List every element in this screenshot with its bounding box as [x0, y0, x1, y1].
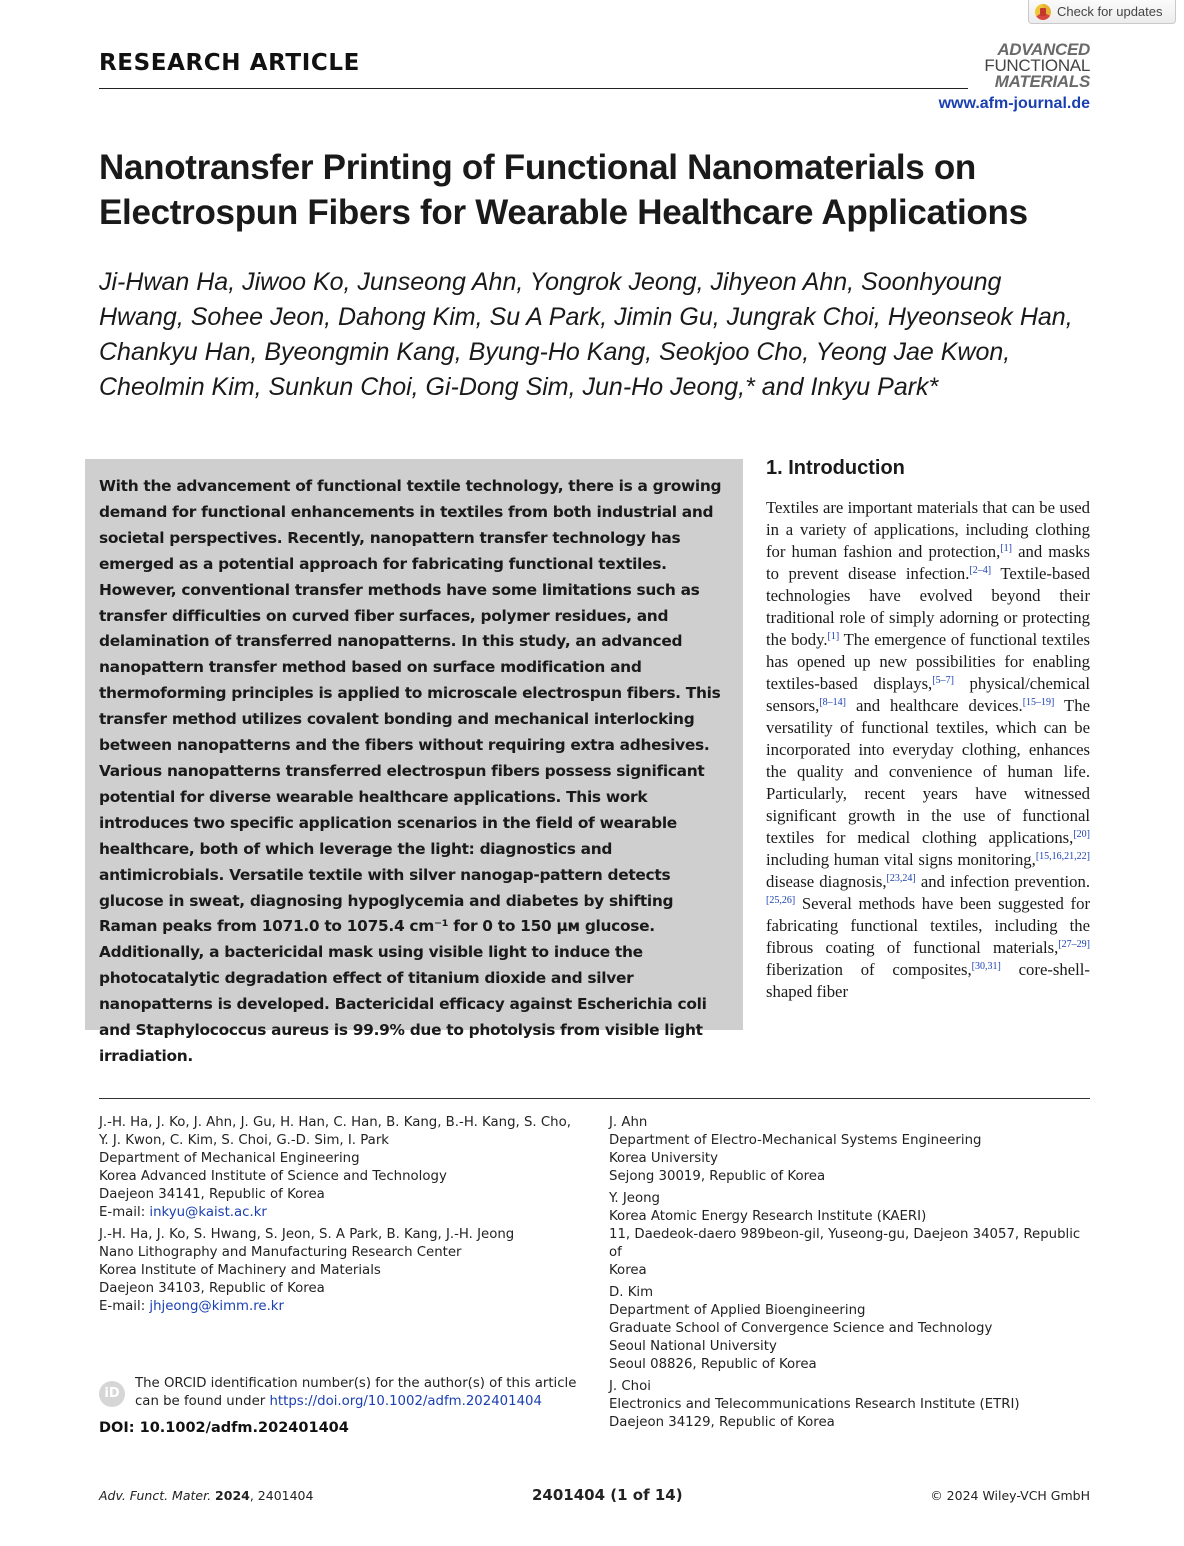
intro-text-run: including human vital signs monitoring, [766, 850, 1036, 869]
orcid-doi-link[interactable]: https://doi.org/10.1002/adfm.202401404 [269, 1394, 542, 1409]
affiliation-line: Y. Jeong [609, 1191, 660, 1206]
intro-text-run: physical/chemical sensors, [766, 674, 1090, 715]
affiliation-line: Seoul National University [609, 1339, 777, 1354]
email-link[interactable]: inkyu@kaist.ac.kr [149, 1205, 267, 1220]
journal-url-link[interactable]: www.afm-journal.de [938, 95, 1090, 112]
affiliation-line: Electronics and Telecommunications Research Institute (ETRI) [609, 1397, 1020, 1412]
affiliation-block [609, 1114, 1094, 1186]
abstract-text: With the advancement of functional textile technology, there is a growing demand for functional enhancements in textiles from both industrial and societal perspectives. Recently, nanopattern transfer technology has emerged as a potential approach for fabricating functional textiles. However, conventional transfer methods have some limitations such as transfer difficulties on curved fiber surfaces, polymer residues, and delamination of transferred nanopatterns. In this study, an advanced nanopattern transfer method based on surface modification and thermoforming principles is applied to microscale electrospun fibers. This transfer method utilizes covalent bonding and mechanical interlocking between nanopatterns and the fibers without requiring extra adhesives. Various nanopatterns transferred electrospun fibers possess significant potential for diverse wearable healthcare applications. This work introduces two specific application scenarios in the field of wearable healthcare, both of which leverage the light: diagnostics and antimicrobials. Versatile textile with silver nanogap-pattern detects glucose in sweat, diagnosing hypoglycemia and diabetes by shifting Raman peaks from 1071.0 to 1075.4 cm⁻¹ for 0 to 150 µм glucose. Additionally, a bactericidal mask using visible light to induce the photocatalytic degradation effect of titanium dioxide and silver nanopatterns is developed. Bactericidal efficacy against Escherichia coli and Staphylococcus aureus is 99.9% due to photolysis from visible light irradiation. [99, 477, 722, 1065]
affiliation-line: 11, Daedeok-daero 989beon-gil, Yuseong-gu, Daejeon 34057, Republic of [609, 1227, 1081, 1260]
reference-link[interactable]: [1] [1000, 543, 1012, 554]
journal-logo [984, 42, 1090, 90]
affiliation-email-line [99, 1204, 589, 1222]
affiliations-left-column [99, 1114, 589, 1320]
affiliation-line: J. Ahn [609, 1115, 648, 1130]
intro-text-run: Textiles are important materials that can be used in a variety of applications, including clothing for human fashion and protection, [766, 498, 1090, 561]
journal-logo-line: ADVANCED [997, 40, 1090, 59]
affiliation-block [609, 1190, 1094, 1280]
intro-text-run: disease diagnosis, [766, 872, 887, 891]
reference-link[interactable]: [8–14] [819, 697, 846, 708]
reference-link[interactable]: [25,26] [766, 895, 796, 906]
intro-text-run: The emergence of functional textiles has opened up new possibilities for enabling textiles-based displays, [766, 630, 1090, 693]
reference-link[interactable]: [1] [827, 631, 840, 642]
reference-link[interactable]: [20] [1073, 829, 1090, 840]
reference-link[interactable]: [23,24] [886, 873, 916, 884]
intro-text-run: Several methods have been suggested for fabricating functional textiles, including the fibrous coating of functional materials, [766, 894, 1090, 957]
affiliation-line: Sejong 30019, Republic of Korea [609, 1169, 826, 1184]
affiliation-line: Daejeon 34103, Republic of Korea [99, 1281, 325, 1296]
page-number: 2401404 (1 of 14) [532, 1486, 683, 1504]
journal-logo-line: MATERIALS [994, 72, 1090, 91]
email-link[interactable]: jhjeong@kimm.re.kr [149, 1299, 284, 1314]
footer-article-number: , 2401404 [249, 1488, 314, 1503]
check-for-updates-button[interactable] [1028, 0, 1176, 24]
footer-copyright: © 2024 Wiley-VCH GmbH [930, 1488, 1090, 1503]
header-divider [99, 88, 968, 89]
journal-logo-line: FUNCTIONAL [984, 56, 1090, 75]
affiliation-line: Y. J. Kwon, C. Kim, S. Choi, G.-D. Sim, I. Park [99, 1133, 389, 1148]
affiliation-block [99, 1226, 589, 1316]
affiliation-line: Daejeon 34141, Republic of Korea [99, 1187, 325, 1202]
affiliation-line: Korea University [609, 1151, 718, 1166]
email-label: E-mail: [99, 1205, 150, 1220]
affiliation-line: Korea Atomic Energy Research Institute (KAERI) [609, 1209, 927, 1224]
affiliation-line: Department of Mechanical Engineering [99, 1151, 360, 1166]
orcid-note-text: The ORCID identification number(s) for the author(s) of this article can be found under [135, 1376, 577, 1409]
author-list: Ji-Hwan Ha, Jiwoo Ko, Junseong Ahn, Yongrok Jeong, Jihyeon Ahn, Soonhyoung Hwang, Sohee Jeon, Dahong Kim, Su A Park, Jimin Gu, Jungrak Choi, Hyeonseok Han, Chankyu Han, Byeongmin Kang, Byung-Ho Kang, Seokjoo Cho, Yeong Jae Kwon, Cheolmin Kim, Sunkun Choi, Gi-Dong Sim, Jun-Ho Jeong,* and Inkyu Park* [99, 268, 1073, 401]
footer-journal: Adv. Funct. Mater. [99, 1488, 212, 1503]
affiliation-email-line [99, 1298, 589, 1316]
footer-year: 2024 [215, 1488, 250, 1503]
affiliation-line: J. Choi [609, 1379, 651, 1394]
affiliation-line: Graduate School of Convergence Science and Technology [609, 1321, 993, 1336]
affiliation-block [609, 1378, 1094, 1432]
affiliation-line: J.-H. Ha, J. Ko, J. Ahn, J. Gu, H. Han, C. Han, B. Kang, B.-H. Kang, S. Cho, [99, 1115, 571, 1130]
article-type-label: RESEARCH ARTICLE [99, 50, 360, 76]
affiliation-line: J.-H. Ha, J. Ko, S. Hwang, S. Jeon, S. A Park, B. Kang, J.-H. Jeong [99, 1227, 515, 1242]
affiliation-block [99, 1114, 589, 1222]
affiliation-line: Department of Applied Bioengineering [609, 1303, 866, 1318]
affiliations-right-column [609, 1114, 1094, 1436]
affiliation-line: Daejeon 34129, Republic of Korea [609, 1415, 835, 1430]
orcid-icon: iD [99, 1381, 125, 1407]
intro-text-run: fiberization of composites, [766, 960, 972, 979]
article-title: Nanotransfer Printing of Functional Nanomaterials on Electrospun Fibers for Wearable Healthcare Applications [99, 148, 1028, 232]
introduction-paragraph [766, 497, 1090, 1003]
orcid-note [99, 1375, 589, 1411]
email-label: E-mail: [99, 1299, 150, 1314]
check-for-updates-label: Check for updates [1057, 4, 1163, 19]
reference-link[interactable]: [15,16,21,22] [1035, 851, 1090, 862]
footer-citation [99, 1488, 313, 1503]
reference-link[interactable]: [2–4] [969, 565, 992, 576]
intro-text-run: core-shell-shaped fiber [766, 960, 1090, 1001]
affiliation-line: Korea [609, 1263, 647, 1278]
article-doi: DOI: 10.1002/adfm.202401404 [99, 1420, 349, 1436]
affiliation-line: Korea Institute of Machinery and Materials [99, 1263, 381, 1278]
affiliation-line: Seoul 08826, Republic of Korea [609, 1357, 817, 1372]
intro-text-run: Textile-based technologies have evolved beyond their traditional role of simply adorning or protecting the body. [766, 564, 1090, 649]
section-heading-introduction: 1. Introduction [766, 457, 905, 479]
reference-link[interactable]: [15–19] [1022, 697, 1055, 708]
intro-text-run: and infection prevention. [915, 872, 1090, 891]
affiliation-line: Nano Lithography and Manufacturing Research Center [99, 1245, 462, 1260]
reference-link[interactable]: [30,31] [971, 961, 1001, 972]
affiliations-divider [99, 1098, 1090, 1099]
affiliation-block [609, 1284, 1094, 1374]
page-footer [99, 1486, 1090, 1506]
crossmark-icon [1035, 4, 1051, 20]
affiliation-line: D. Kim [609, 1285, 654, 1300]
affiliation-line: Department of Electro-Mechanical Systems Engineering [609, 1133, 982, 1148]
reference-link[interactable]: [27–29] [1058, 939, 1090, 950]
intro-text-run: and healthcare devices. [845, 696, 1023, 715]
intro-text-run: and masks to prevent disease infection. [766, 542, 1090, 583]
reference-link[interactable]: [5–7] [932, 675, 954, 686]
affiliation-line: Korea Advanced Institute of Science and Technology [99, 1169, 447, 1184]
intro-text-run: The versatility of functional textiles, which can be incorporated into everyday clothing, enhances the quality and convenience of human life. Particularly, recent years have witnessed significant growth in the use of functional textiles for medical clothing applications, [766, 696, 1090, 847]
